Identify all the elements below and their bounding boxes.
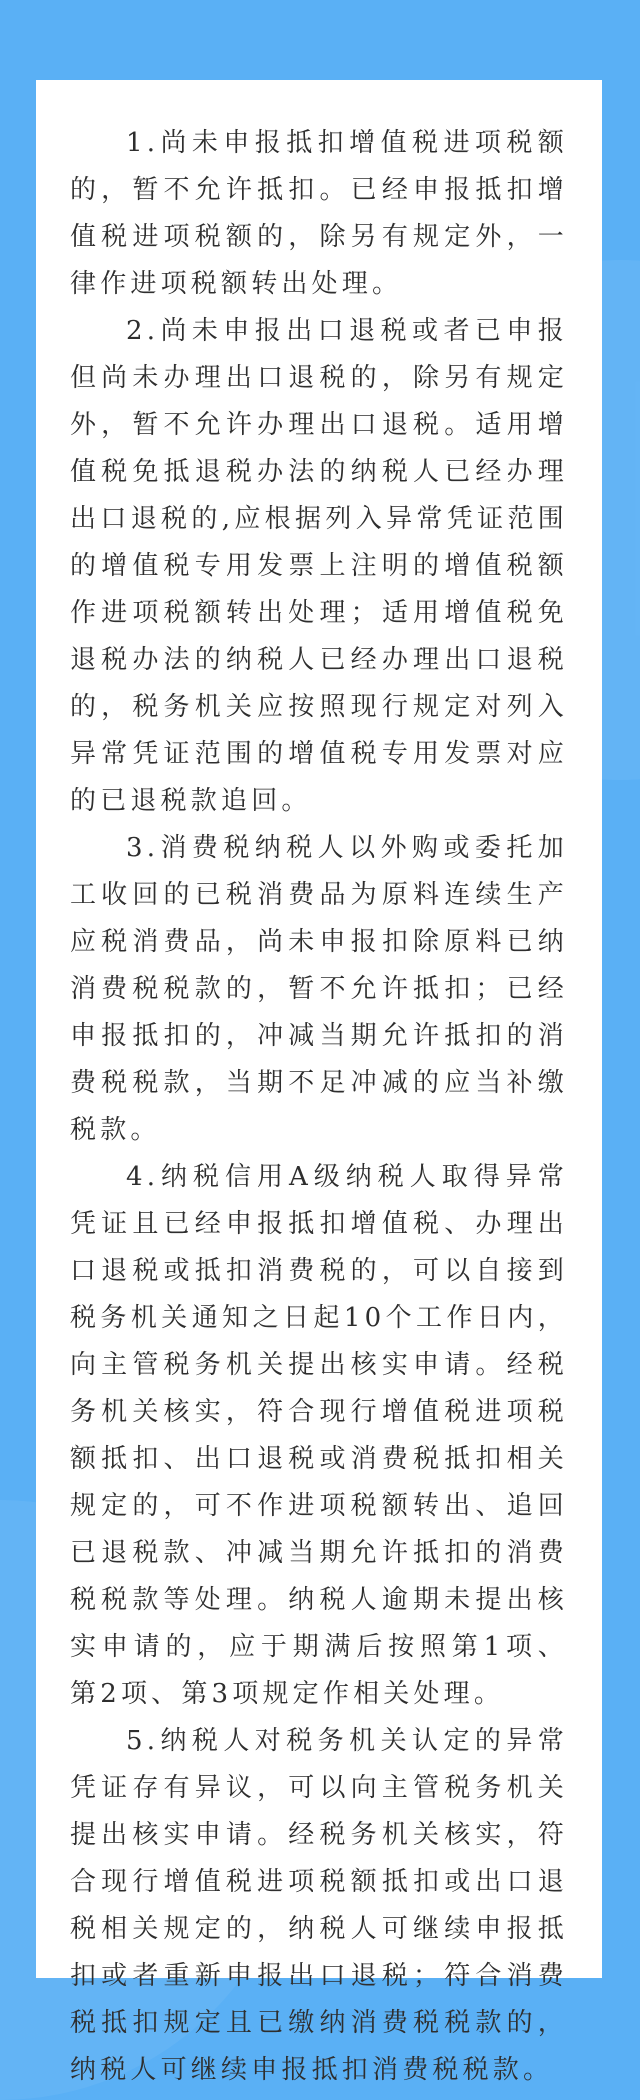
- paragraph-1: 1.尚未申报抵扣增值税进项税额的，暂不允许抵扣。已经申报抵扣增值税进项税额的，除另有规定外，一律作进项税额转出处理。: [70, 128, 568, 299]
- content-card: [36, 80, 602, 2085]
- paragraph-2: 2.尚未申报出口退税或者已申报但尚未办理出口退税的，除另有规定外，暂不允许办理出口退税。适用增值税免抵退税办法的纳税人已经办理出口退税的,应根据列入异常凭证范围的增值税专用发票上注明的增值税额作进项税额转出处理；适用增值税免退税办法的纳税人已经办理出口退税的，税务机关应按照现行规定对列入异常凭证范围的增值税专用发票对应的已退税款追回。: [70, 316, 568, 816]
- paragraph-4: 4.纳税信用A级纳税人取得异常凭证且已经申报抵扣增值税、办理出口退税或抵扣消费税的，可以自接到税务机关通知之日起10个工作日内，向主管税务机关提出核实申请。经税务机关核实，符合现行增值税进项税额抵扣、出口退税或消费税抵扣相关规定的，可不作进项税额转出、追回已退税款、冲减当期允许抵扣的消费税税款等处理。纳税人逾期未提出核实申请的，应于期满后按照第1项、第2项、第3项规定作相关处理。: [70, 1162, 568, 1709]
- paragraph-5: 5.纳税人对税务机关认定的异常凭证存有异议，可以向主管税务机关提出核实申请。经税务机关核实，符合现行增值税进项税额抵扣或出口退税相关规定的，纳税人可继续申报抵扣或者重新申报出口退税；符合消费税抵扣规定且已缴纳消费税税款的，纳税人可继续申报抵扣消费税税款。: [70, 1726, 568, 2085]
- paragraph-3: 3.消费税纳税人以外购或委托加工收回的已税消费品为原料连续生产应税消费品，尚未申报扣除原料已纳消费税税款的，暂不允许抵扣；已经申报抵扣的，冲减当期允许抵扣的消费税税款，当期不足冲减的应当补缴税款。: [70, 833, 568, 1145]
